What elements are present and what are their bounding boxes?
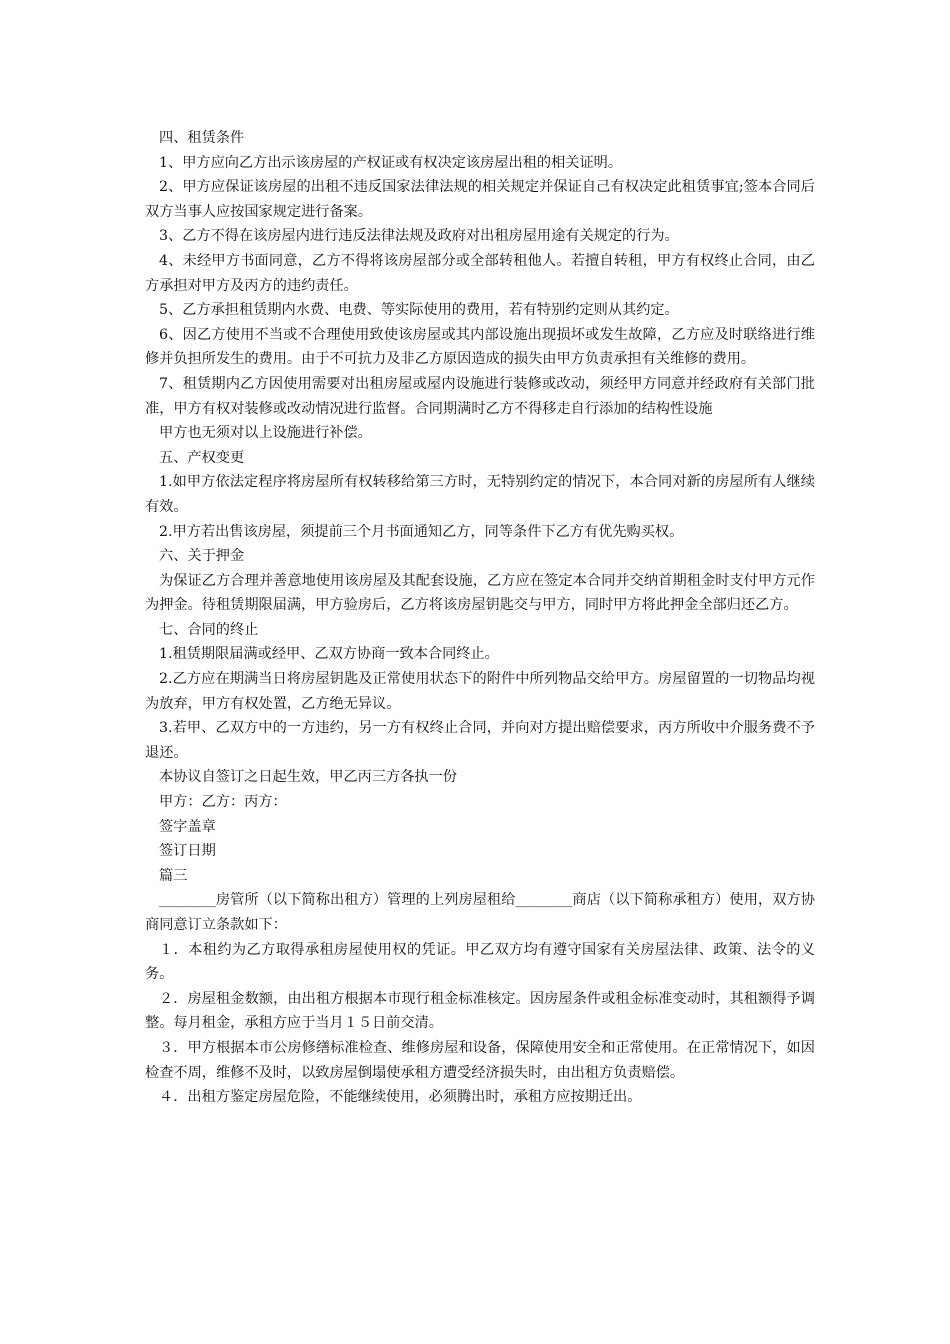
paragraph: 2.甲方若出售该房屋，须提前三个月书面通知乙方，同等条件下乙方有优先购买权。: [159, 523, 684, 540]
paragraph: 1、甲方应向乙方出示该房屋的产权证或有权决定该房屋出租的相关证明。: [159, 154, 623, 171]
section-heading-deposit: 六、关于押金: [159, 548, 245, 565]
paragraph: 2、甲方应保证该房屋的出租不违反国家法律法规的相关规定并保证自己有权决定此租赁事宜;签本合同后双方当事人应按国家规定进行备案。: [145, 179, 815, 220]
paragraph: ４．出租方鉴定房屋危险，不能继续使用，必须腾出时，承租方应按期迁出。: [159, 1089, 642, 1106]
paragraph: 甲方也无须对以上设施进行补偿。: [159, 425, 372, 442]
paragraph: 3、乙方不得在该房屋内进行违反法律法规及政府对出租房屋用途有关规定的行为。: [159, 228, 679, 245]
signature-date-line: 签订日期: [159, 843, 216, 860]
paragraph: 7、租赁期内乙方因使用需要对出租房屋或屋内设施进行装修或改动，须经甲方同意并经政府有关部门批准，甲方有权对装修或改动情况进行监督。合同期满时乙方不得移走自行添加的结构性设施: [145, 375, 815, 417]
signature-parties-line: 甲方：乙方：丙方：: [159, 794, 287, 811]
section-heading-termination: 七、合同的终止: [159, 621, 259, 638]
paragraph: ２．房屋租金数额，由出租方根据本市现行租金标准核定。因房屋条件或租金标准变动时，其租额得予调整。每月租金，承租方应于当月１５日前交清。: [145, 990, 815, 1032]
paragraph: １．本租约为乙方取得承租房屋使用权的凭证。甲乙双方均有遵守国家有关房屋法律、政策、法令的义务。: [145, 941, 815, 983]
section-heading-lease-conditions: 四、租赁条件: [159, 130, 245, 146]
paragraph: ３．甲方根据本市公房修缮标准检查、维修房屋和设备，保障使用安全和正常使用。在正常情况下，如因检查不周，维修不及时，以致房屋倒塌使承租方遭受经济损失时，由出租方负责赔偿。: [145, 1039, 815, 1081]
paragraph: 6、因乙方使用不当或不合理使用致使该房屋或其内部设施出现损坏或发生故障，乙方应及时联络进行维修并负担所发生的费用。由于不可抗力及非乙方原因造成的损失由甲方负责承担有关维修的费用。: [145, 326, 815, 368]
paragraph: 5、乙方承担租赁期内水费、电费、等实际使用的费用，若有特别约定则从其约定。: [159, 302, 679, 319]
document-body: [145, 126, 815, 1110]
paragraph: 本协议自签订之日起生效，甲乙丙三方各执一份: [159, 769, 457, 786]
paragraph: 为保证乙方合理并善意地使用该房屋及其配套设施，乙方应在签定本合同并交纳首期租金时支付甲方元作为押金。待租赁期限届满，甲方验房后，乙方将该房屋钥匙交与甲方，同时甲方将此押金全部归还乙方。: [145, 572, 815, 614]
paragraph: 2.乙方应在期满当日将房屋钥匙及正常使用状态下的附件中所列物品交给甲方。房屋留置的一切物品均视为放弃，甲方有权处置，乙方绝无异议。: [145, 671, 815, 712]
section-heading-part-three: 篇三: [159, 867, 188, 884]
paragraph: 3.若甲、乙双方中的一方违约，另一方有权终止合同，并向对方提出赔偿要求，丙方所收中介服务费不予退还。: [145, 720, 815, 761]
paragraph: ________房管所（以下简称出租方）管理的上列房屋租给________商店（以下简称承租方）使用，双方协商同意订立条款如下：: [145, 892, 815, 933]
paragraph: 1.如甲方依法定程序将房屋所有权转移给第三方时，无特别约定的情况下，本合同对新的房屋所有人继续有效。: [145, 474, 815, 515]
section-heading-property-change: 五、产权变更: [159, 449, 245, 466]
paragraph: 4、未经甲方书面同意，乙方不得将该房屋部分或全部转租他人。若擅自转租，甲方有权终止合同，由乙方承担对甲方及丙方的违约责任。: [145, 252, 815, 294]
signature-seal-line: 签字盖章: [159, 818, 216, 835]
paragraph: 1.租赁期限届满或经甲、乙双方协商一致本合同终止。: [159, 646, 499, 663]
